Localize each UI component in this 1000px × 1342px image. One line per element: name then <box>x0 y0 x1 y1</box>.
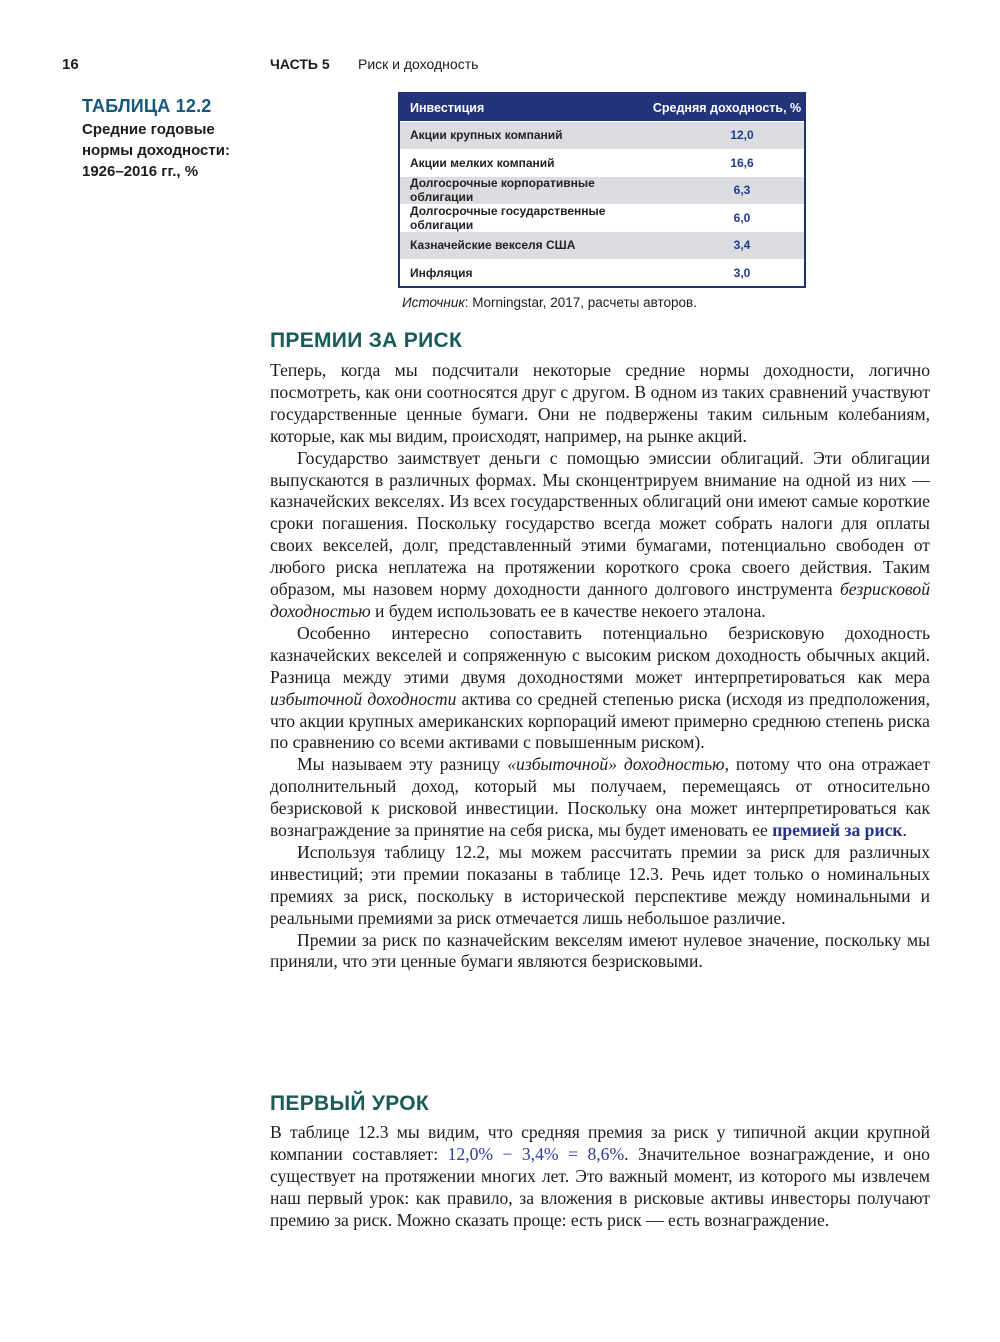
emphasis: безрисковой доходностью <box>270 579 930 621</box>
table-caption <box>82 96 257 182</box>
row-investment: Казначейские векселя США <box>410 238 576 253</box>
row-investment: Долгосрочные корпоративные облигации <box>410 176 595 205</box>
part-title: Риск и доходность <box>358 56 479 72</box>
row-value: 16,6 <box>730 155 754 170</box>
table-row <box>400 149 804 177</box>
table-row <box>400 231 804 259</box>
text-run: актива со средней степенью риска (исходя из предположения, что акции крупных американских корпораций имеют примерно среднюю степень риска по сравнению со всеми активами с повышенным риском). <box>270 688 930 753</box>
table-row <box>400 259 804 287</box>
paragraph <box>270 448 930 623</box>
paragraph <box>270 623 930 754</box>
section-heading-first-lesson: ПЕРВЫЙ УРОК <box>270 1092 430 1115</box>
header-average-return: Средняя доходность, % <box>652 100 802 115</box>
text-run: , потому что она отражает дополнительный доход, который мы получаем, перемещаясь от относительно безрисковой к рисковой инвестиции. Поскольку она может интерпретироваться как вознаграждение за принятие на себя риска, мы будет именовать ее <box>270 754 931 841</box>
returns-table <box>398 92 806 288</box>
row-value: 12,0 <box>730 128 754 143</box>
text-run: Мы называем эту разницу <box>297 754 508 775</box>
row-investment: Акции крупных компаний <box>410 128 563 143</box>
part-label: ЧАСТЬ 5 <box>270 56 330 72</box>
source-label: Источник <box>402 295 465 310</box>
row-value: 3,4 <box>733 238 751 253</box>
paragraph: Теперь, когда мы подсчитали некоторые средние нормы доходности, логично посмотреть, как они соотносятся друг с другом. В одном из таких сравнений участвуют государственные ценные бумаги. Они не подвержены таким сильным колебаниям, которые, как мы видим, происходят, например, на рынке акций. <box>270 360 930 446</box>
text-run: . <box>902 820 907 841</box>
paragraph <box>270 754 930 842</box>
row-investment: Акции мелких компаний <box>410 155 555 170</box>
page-number: 16 <box>62 56 79 73</box>
table-caption-label: ТАБЛИЦА 12.2 <box>82 96 212 116</box>
row-value: 6,0 <box>733 210 751 225</box>
table-row <box>400 204 804 232</box>
emphasis: «избыточной» доходностью <box>507 754 725 775</box>
paragraph <box>270 1122 930 1232</box>
section-heading-risk-premiums: ПРЕМИИ ЗА РИСК <box>270 329 463 352</box>
section-body-risk-premiums <box>270 360 930 973</box>
section-body-first-lesson <box>270 1122 930 1232</box>
page-header <box>0 56 1000 80</box>
text-run: . Значительное вознаграждение, и оно существует на протяжении многих лет. Это важный момент, из которого мы извлечем наш первый урок: как правило, за вложения в рисковые активы инвесторы получают премию за риск. Можно сказать проще: есть риск — есть вознаграждение. <box>270 1143 930 1230</box>
key-term: премией за риск <box>772 820 903 841</box>
table-caption-text: Средние годовые нормы доходности: 1926–2016 гг., % <box>82 121 230 180</box>
row-investment: Долгосрочные государственные облигации <box>410 203 606 232</box>
header-investment: Инвестиция <box>410 100 485 115</box>
source-note <box>402 295 697 310</box>
source-text: : Morningstar, 2017, расчеты авторов. <box>464 295 697 310</box>
row-investment: Инфляция <box>410 265 473 280</box>
text-run: Государство заимствует деньги с помощью эмиссии облигаций. Эти облигации выпускаются в различных формах. Мы сконцентрируем внимание на одной из них — казначейских векселях. Из всех государственных облигаций они имеют самые короткие сроки погашения. Поскольку государство всегда может собрать налоги для оплаты своих векселей, долг, представленный этими бумагами, потенциально свободен от любого риска неплатежа на протяжении короткого срока своего действия. Таким образом, мы назовем норму доходности данного долгового инструмента <box>270 447 930 600</box>
text-run: Особенно интересно сопоставить потенциально безрисковую доходность казначейских векселей и сопряженную с высоким риском доходность обычных акций. Разница между этими двумя доходностями может интерпретироваться как мера <box>270 622 930 687</box>
paragraph: Премии за риск по казначейским векселям имеют нулевое значение, поскольку мы приняли, что эти ценные бумаги являются безрисковыми. <box>270 929 930 972</box>
emphasis: избыточной доходности <box>270 688 457 709</box>
paragraph: Используя таблицу 12.2, мы можем рассчитать премии за риск для различных инвестиций; эти премии показаны в таблице 12.3. Речь идет только о номинальных премиях за риск, поскольку в исторической перспективе между номинальными и реальными премиями за риск отмечается лишь небольшое различие. <box>270 841 930 928</box>
row-value: 6,3 <box>733 183 751 198</box>
formula: 12,0% − 3,4% = 8,6% <box>447 1143 625 1164</box>
table-row <box>400 121 804 149</box>
table-row <box>400 176 804 204</box>
text-run: и будем использовать ее в качестве некоего эталона. <box>370 600 766 621</box>
row-value: 3,0 <box>733 265 751 280</box>
table-header-row <box>400 94 804 121</box>
text-run: В таблице 12.3 мы видим, что средняя премия за риск у типичной акции крупной компании составляет: <box>270 1122 930 1164</box>
